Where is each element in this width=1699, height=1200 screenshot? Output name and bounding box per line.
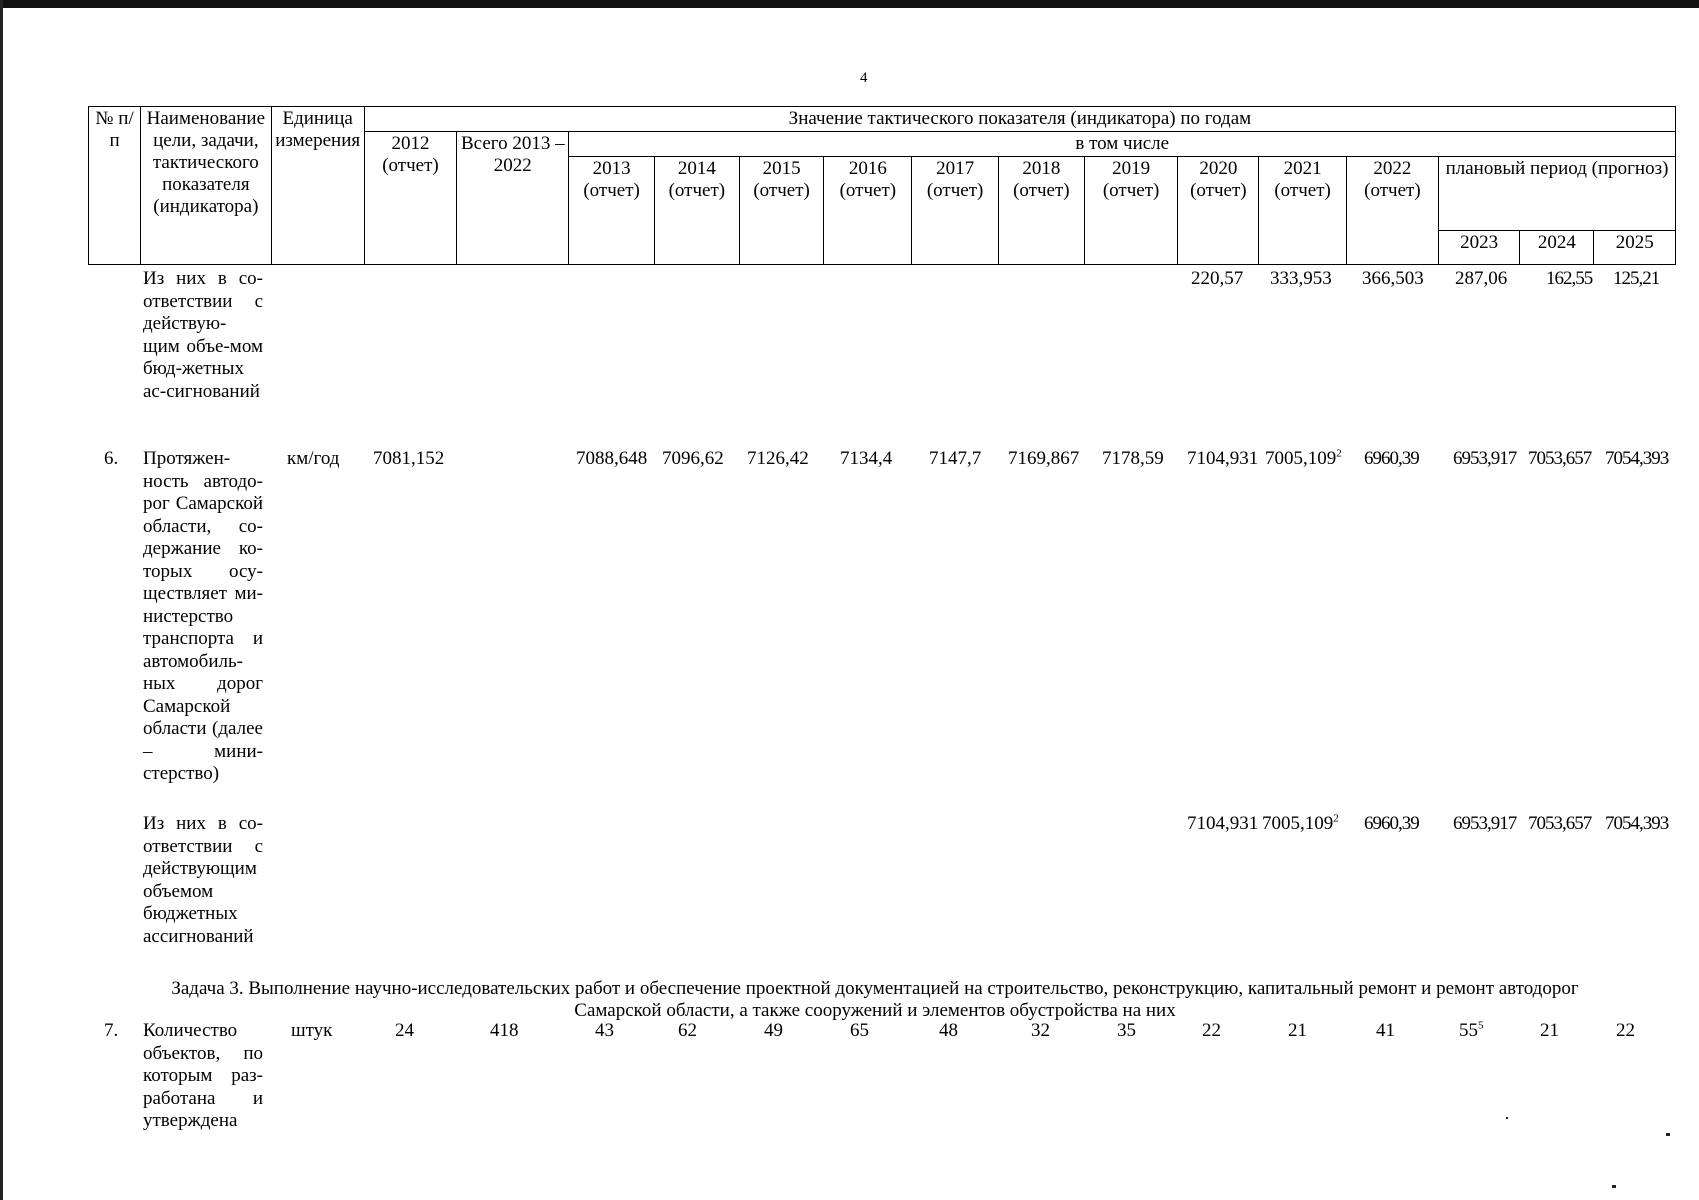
header-2012: 2012 (отчет): [364, 132, 456, 265]
row-6-2021-footnote: 2: [1336, 447, 1342, 460]
row-6b-name: Из них в со-ответствии с действующим объемом бюджетных ассигнований: [143, 813, 263, 947]
row-6-2024: 7053,657: [1528, 448, 1592, 469]
header-year-2015: 2015 (отчет): [739, 157, 823, 265]
header-year-2014: 2014 (отчет): [654, 157, 739, 265]
row-7-2018: 32: [1031, 1020, 1050, 1041]
row-7-2023: [1459, 1020, 1484, 1043]
row-6b-2022: 6960,39: [1364, 813, 1419, 834]
row-7-2023-value: 55: [1459, 1020, 1478, 1041]
header-year-2013: 2013 (отчет): [569, 157, 654, 265]
row-a-2024: 162,55: [1546, 268, 1593, 289]
header-plan-2024: 2024: [1520, 231, 1594, 265]
scan-speck: [1666, 1133, 1670, 1136]
row-7-2020: 22: [1202, 1020, 1221, 1041]
page-number: 4: [860, 70, 868, 86]
scan-speck: [1506, 1117, 1508, 1119]
row-6-num: 6.: [104, 448, 119, 469]
row-6-2015: 7126,42: [747, 448, 809, 469]
row-6b-2021: [1262, 813, 1339, 836]
row-7-2017: 48: [939, 1020, 958, 1041]
row-6b-2024: 7053,657: [1528, 813, 1592, 834]
row-6b-2021-footnote: 2: [1333, 812, 1339, 825]
row-a-2023: 287,06: [1455, 268, 1508, 289]
row-6-2022: 6960,39: [1364, 448, 1419, 469]
row-6b-2023: 6953,917: [1453, 813, 1517, 834]
row-7-num: 7.: [104, 1020, 119, 1041]
row-a-2021: 333,953: [1270, 268, 1332, 289]
row-6-2025: 7054,393: [1605, 448, 1669, 469]
row-7-2023-footnote: 5: [1478, 1019, 1484, 1032]
header-year-2017: 2017 (отчет): [912, 157, 998, 265]
row-6b-2020: 7104,931: [1187, 813, 1259, 834]
task-3-heading: Задача 3. Выполнение научно-исследовательских работ и обеспечение проектной документацией на строительство, реконструкцию, капитальный ремонт и ремонт автодорог Самарской области, а также сооружений и элементов обустройства на них: [171, 978, 1579, 1021]
scan-speck: [1612, 1185, 1616, 1188]
top-border-line: [0, 0, 1699, 8]
row-6-unit: км/год: [287, 448, 340, 469]
header-plan-2025: 2025: [1594, 231, 1676, 265]
header-year-2021: 2021 (отчет): [1259, 157, 1346, 265]
row-7-2012: 24: [395, 1020, 414, 1041]
left-border-line: [0, 0, 3, 1200]
row-6b-2021-value: 7005,109: [1262, 813, 1334, 834]
header-total: Всего 2013 – 2022: [457, 132, 569, 265]
header-plan-period: плановый период (прогноз): [1439, 157, 1676, 231]
row-6-2020: 7104,931: [1187, 448, 1259, 469]
row-6-name: Протяжен-ность автодо-рог Самарской области, со-держание ко-торых осу-ществляет ми-нистерство транспорта и автомобиль-ных дорог Самарской области (далее – мини-стерство): [143, 448, 263, 784]
header-year-2022: 2022 (отчет): [1346, 157, 1438, 265]
header-plan-2023: 2023: [1439, 231, 1520, 265]
row-7-2021: 21: [1288, 1020, 1307, 1041]
header-year-2020: 2020 (отчет): [1178, 157, 1259, 265]
row-6-2017: 7147,7: [929, 448, 982, 469]
header-num: № п/п: [89, 107, 141, 265]
row-6-2012: 7081,152: [373, 448, 445, 469]
header-year-2016: 2016 (отчет): [824, 157, 912, 265]
header-values-title: Значение тактического показателя (индикатора) по годам: [364, 107, 1675, 132]
row-6-2021-value: 7005,109: [1265, 448, 1337, 469]
row-7-2015: 49: [764, 1020, 783, 1041]
row-7-2016: 65: [850, 1020, 869, 1041]
header-table: [88, 106, 1676, 265]
row-7-name: Количество объектов, по которым раз-работана и утверждена: [143, 1020, 263, 1131]
header-name: Наименование цели, задачи, тактического показателя (индикатора): [141, 107, 271, 265]
header-including: в том числе: [569, 132, 1676, 157]
row-a-2022: 366,503: [1362, 268, 1424, 289]
row-6-2016: 7134,4: [840, 448, 893, 469]
header-unit: Единица измерения: [271, 107, 364, 265]
row-6-2014: 7096,62: [662, 448, 724, 469]
header-year-2018: 2018 (отчет): [998, 157, 1084, 265]
row-6-2019: 7178,59: [1102, 448, 1164, 469]
row-7-unit: штук: [291, 1020, 333, 1041]
row-a-name: Из них в со-ответствии с действую-щим объе-мом бюд-жетных ас-сигнований: [143, 268, 263, 402]
row-6-2023: 6953,917: [1453, 448, 1517, 469]
row-6b-2025: 7054,393: [1605, 813, 1669, 834]
row-7-2024: 21: [1540, 1020, 1559, 1041]
row-6-2018: 7169,867: [1008, 448, 1080, 469]
row-7-total: 418: [490, 1020, 519, 1041]
row-7-2013: 43: [595, 1020, 614, 1041]
row-7-2014: 62: [678, 1020, 697, 1041]
row-7-2019: 35: [1117, 1020, 1136, 1041]
row-6-2013: 7088,648: [576, 448, 648, 469]
row-a-2020: 220,57: [1191, 268, 1244, 289]
row-a-2025: 125,21: [1613, 268, 1660, 289]
header-year-2019: 2019 (отчет): [1084, 157, 1177, 265]
row-7-2025: 22: [1616, 1020, 1635, 1041]
row-6-2021: [1265, 448, 1342, 471]
row-7-2022: 41: [1376, 1020, 1395, 1041]
